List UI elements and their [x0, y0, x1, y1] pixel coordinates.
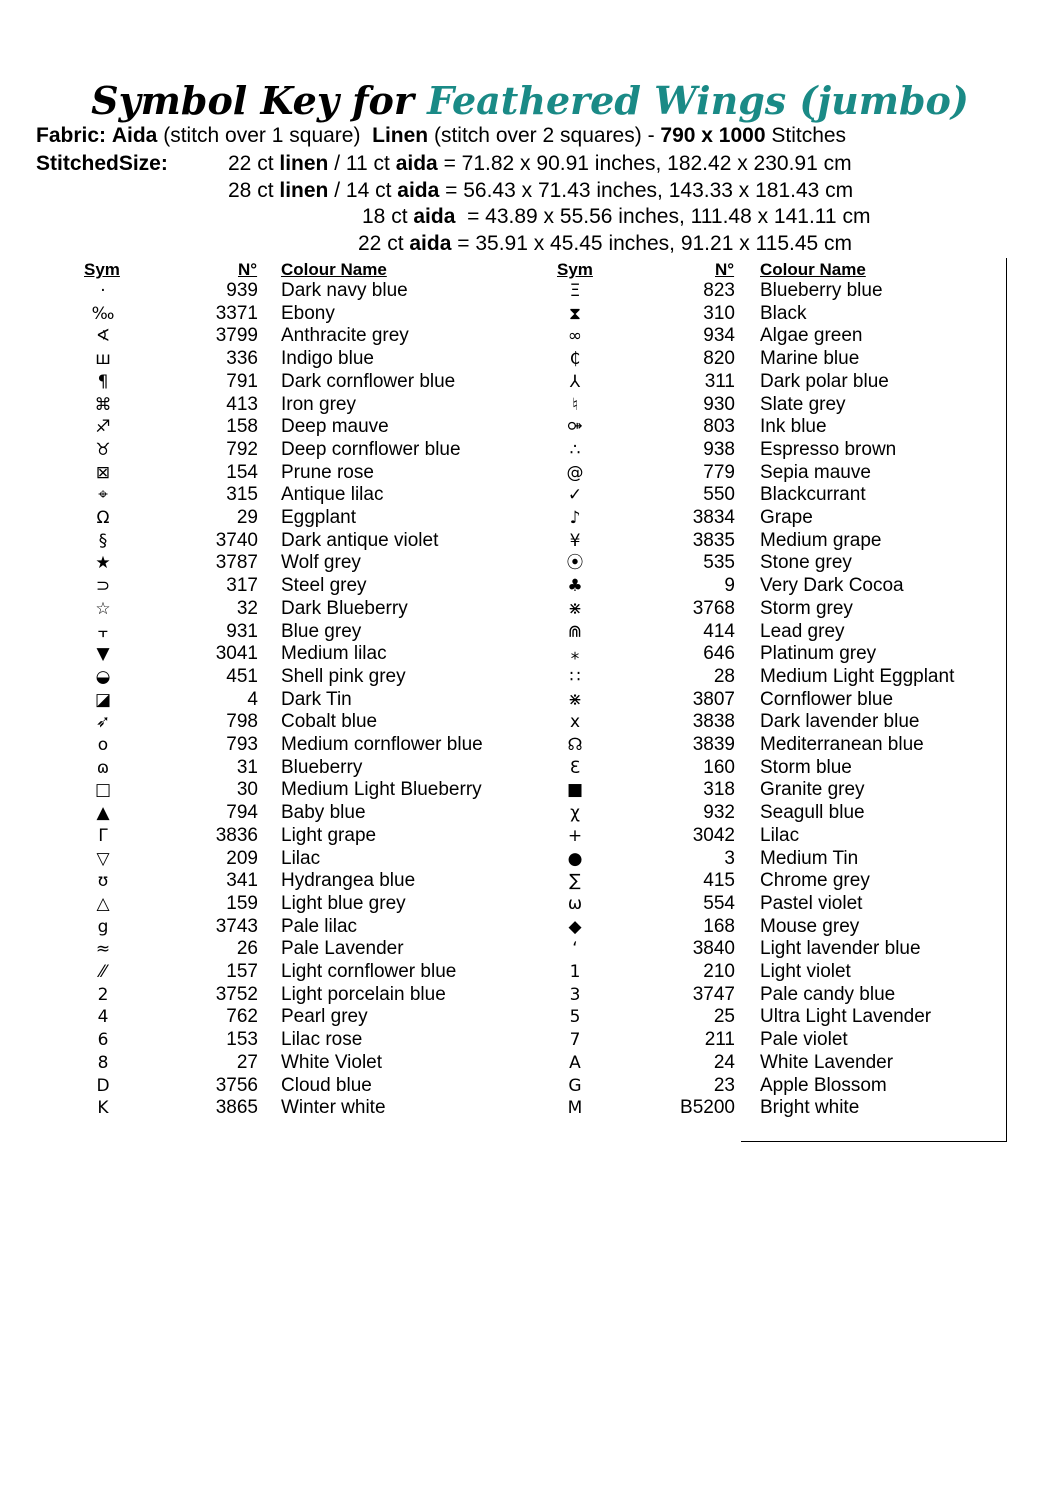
- symbol-icon: ⌖: [98, 485, 108, 506]
- floss-number: 4: [247, 688, 258, 710]
- symbol-icon: ≈: [95, 939, 111, 960]
- fabric-linen: Linen: [372, 124, 429, 147]
- header-name-left: Colour Name: [281, 260, 387, 279]
- colour-name: Granite grey: [760, 779, 865, 801]
- colour-name: Light violet: [760, 961, 851, 982]
- symbol-icon: Γ: [98, 825, 108, 846]
- colour-name: Winter white: [281, 1097, 386, 1119]
- colour-name: Cornflower blue: [760, 688, 894, 710]
- symbol-icon: ⌘: [94, 394, 112, 415]
- header-name-right: Colour Name: [760, 260, 866, 279]
- colour-name: Dark polar blue: [760, 370, 889, 392]
- floss-number: 158: [226, 416, 258, 438]
- floss-number: 3835: [692, 529, 735, 551]
- stitched-size-post: = 43.89 x 55.56 inches, 111.48 x 141.11 cm: [455, 205, 871, 228]
- floss-number: 315: [226, 484, 258, 506]
- fabric-label: Fabric:: [36, 124, 107, 147]
- colour-name: Wolf grey: [281, 552, 361, 574]
- header-num-left: N°: [238, 260, 258, 279]
- colour-name: Light porcelain blue: [281, 983, 446, 1005]
- symbol-icon: D: [96, 1075, 110, 1096]
- colour-name: Antique lilac: [281, 484, 384, 506]
- floss-number: 211: [704, 1029, 735, 1051]
- symbol-icon: ⊃: [95, 576, 111, 597]
- floss-number: 3807: [692, 688, 735, 710]
- symbol-icon: ¶: [97, 371, 109, 392]
- floss-number: 3: [724, 847, 735, 869]
- colour-name: Slate grey: [760, 393, 846, 415]
- symbol-icon: ⫟: [97, 621, 109, 642]
- symbol-icon: ɷ: [96, 757, 110, 778]
- floss-number: 31: [236, 756, 258, 778]
- colour-name: White Violet: [281, 1051, 383, 1073]
- floss-number: 823: [703, 280, 735, 301]
- floss-number: 791: [226, 370, 258, 392]
- floss-number: 23: [713, 1074, 735, 1096]
- floss-number: 798: [226, 711, 258, 733]
- colour-name: Deep cornflower blue: [281, 438, 461, 460]
- floss-number: 3836: [215, 824, 258, 846]
- stitched-size-b1: linen: [279, 179, 329, 202]
- symbol-icon: ♉: [95, 439, 111, 460]
- colour-name: Blue grey: [281, 620, 362, 642]
- symbol-icon: ♮: [571, 394, 579, 415]
- colour-name: Medium Light Eggplant: [760, 665, 955, 687]
- symbol-icon: ⁎: [570, 644, 580, 665]
- symbol-icon: §: [98, 530, 108, 551]
- symbol-icon: ш: [95, 349, 111, 370]
- symbol-icon: ⊠: [95, 462, 111, 483]
- colour-name: Dark cornflower blue: [281, 370, 456, 392]
- symbol-icon: ●: [567, 848, 583, 869]
- symbol-icon: ⋇: [567, 598, 583, 619]
- colour-name: Dark lavender blue: [760, 711, 920, 733]
- colour-name: Pale violet: [760, 1029, 848, 1051]
- border-bottom: [741, 1141, 1007, 1142]
- symbol-icon: 2: [97, 984, 109, 1005]
- floss-number: 3752: [215, 983, 258, 1005]
- floss-number: 930: [703, 393, 735, 415]
- floss-number: 3371: [215, 302, 258, 324]
- symbol-icon: ʻ: [572, 939, 578, 960]
- symbol-icon: ♪: [569, 508, 581, 528]
- floss-number: 29: [236, 507, 258, 528]
- colour-name: Pale Lavender: [281, 938, 404, 960]
- floss-number: 3799: [215, 325, 258, 347]
- fabric-aida-note: (stitch over 1 square): [163, 124, 361, 147]
- symbol-icon: ♣: [567, 576, 583, 597]
- colour-name: Shell pink grey: [281, 665, 406, 687]
- symbol-icon: G: [568, 1075, 582, 1096]
- symbol-icon: ⅄: [569, 371, 581, 392]
- stitched-size-pre: 18 ct: [362, 205, 414, 228]
- stitched-size-line: [362, 205, 870, 229]
- colour-name: Pearl grey: [281, 1006, 368, 1028]
- stitched-size-b2: aida: [397, 179, 440, 202]
- border-right: [1006, 258, 1007, 1142]
- pattern-name: Feathered Wings (jumbo): [427, 78, 969, 123]
- stitched-size-pre: 28 ct: [228, 179, 280, 202]
- symbol-icon: g: [97, 916, 109, 937]
- floss-number: 3838: [692, 711, 735, 733]
- colour-name: Grape: [760, 507, 813, 528]
- symbol-icon: ʊ: [97, 871, 109, 892]
- symbol-icon: ω: [567, 893, 583, 914]
- floss-number: 803: [703, 416, 735, 438]
- symbol-icon: ⋒: [567, 621, 583, 642]
- symbol-icon: 8: [97, 1052, 109, 1073]
- floss-number: 341: [226, 870, 258, 892]
- symbol-icon: ∷: [569, 666, 581, 687]
- colour-name: Dark navy blue: [281, 280, 408, 301]
- colour-name: Sepia mauve: [760, 461, 871, 483]
- stitched-size-b2: aida: [413, 205, 456, 228]
- floss-number: 646: [703, 643, 735, 665]
- colour-name: Prune rose: [281, 461, 374, 483]
- colour-name: Marine blue: [760, 348, 860, 370]
- floss-number: 413: [226, 393, 258, 415]
- floss-number: 311: [704, 370, 735, 392]
- colour-name: Anthracite grey: [281, 325, 409, 347]
- fabric-linen-note: (stitch over 2 squares) -: [433, 124, 655, 147]
- floss-number: 554: [703, 892, 735, 914]
- floss-number: 30: [236, 779, 258, 801]
- symbol-icon: ▽: [96, 848, 110, 869]
- floss-number: 793: [226, 734, 258, 755]
- stitched-size-b2: aida: [395, 152, 438, 175]
- symbol-icon: K: [97, 1098, 109, 1119]
- symbol-icon: ➶: [95, 712, 111, 733]
- floss-number: 939: [226, 280, 258, 301]
- colour-name: Cobalt blue: [281, 711, 378, 733]
- colour-name: Mouse grey: [760, 915, 860, 937]
- symbol-icon: ◆: [568, 916, 582, 937]
- colour-name: Lead grey: [760, 620, 845, 642]
- symbol-icon: ◒: [95, 666, 111, 687]
- floss-number: 27: [236, 1051, 258, 1073]
- symbol-icon: o: [97, 735, 109, 755]
- floss-number: 3840: [692, 938, 735, 960]
- floss-number: 792: [226, 438, 258, 460]
- colour-name: Algae green: [760, 325, 863, 347]
- floss-number: 3865: [215, 1097, 258, 1119]
- floss-number: 209: [226, 847, 258, 869]
- floss-number: 3834: [692, 507, 735, 528]
- header-sym-right: Sym: [557, 260, 593, 279]
- symbol-icon: ☆: [95, 598, 111, 619]
- floss-number: 938: [703, 438, 735, 460]
- floss-number: 794: [226, 802, 258, 824]
- stitched-size-b2: aida: [409, 232, 452, 255]
- stitched-size-line: [228, 152, 852, 176]
- colour-name: Blackcurrant: [760, 484, 866, 506]
- floss-number: 3743: [215, 915, 258, 937]
- floss-number: 25: [713, 1006, 735, 1028]
- symbol-icon: ‰: [91, 303, 115, 324]
- symbol-icon: ∞: [567, 326, 583, 347]
- floss-number: 3839: [692, 734, 735, 755]
- symbol-icon: ▲: [96, 803, 110, 824]
- floss-number: 157: [226, 961, 258, 982]
- symbol-icon: ∢: [95, 326, 111, 347]
- colour-name: Light cornflower blue: [281, 961, 457, 982]
- floss-number: 932: [703, 802, 735, 824]
- colour-name: Dark Tin: [281, 688, 352, 710]
- symbol-icon: ⦿: [566, 553, 584, 574]
- symbol-icon: □: [94, 780, 112, 801]
- header-sym-left: Sym: [84, 260, 120, 279]
- colour-name: Pale candy blue: [760, 983, 896, 1005]
- colour-name: White Lavender: [760, 1051, 894, 1073]
- colour-name: Light lavender blue: [760, 938, 921, 960]
- colour-name: Black: [760, 302, 807, 324]
- symbol-icon: Ɛ: [569, 757, 581, 778]
- symbol-icon: ₵: [569, 349, 581, 370]
- symbol-icon: 3: [569, 984, 581, 1005]
- colour-name: Mediterranean blue: [760, 734, 924, 755]
- colour-name: Stone grey: [760, 552, 852, 574]
- symbol-icon: Ω: [96, 508, 110, 528]
- colour-name: Medium grape: [760, 529, 882, 551]
- colour-name: Baby blue: [281, 802, 366, 824]
- symbol-icon: +: [567, 825, 583, 846]
- stitched-size-mid: / 14 ct: [328, 179, 398, 202]
- stitched-size-post: = 71.82 x 90.91 inches, 182.42 x 230.91 cm: [437, 152, 852, 175]
- stitched-size-line: [358, 232, 852, 256]
- floss-number: 3041: [215, 643, 258, 665]
- floss-number: 3042: [692, 824, 735, 846]
- floss-number: 160: [703, 756, 735, 778]
- colour-name: Apple Blossom: [760, 1074, 887, 1096]
- floss-number: 415: [703, 870, 735, 892]
- floss-number: 32: [236, 597, 258, 619]
- colour-name: Medium lilac: [281, 643, 387, 665]
- floss-number: 318: [703, 779, 735, 801]
- floss-number: 310: [703, 302, 735, 324]
- colour-name: Dark antique violet: [281, 529, 439, 551]
- header-num-right: N°: [715, 260, 735, 279]
- symbol-icon: 5: [569, 1007, 581, 1028]
- floss-number: 26: [236, 938, 258, 960]
- floss-number: 934: [703, 325, 735, 347]
- floss-number: 336: [226, 348, 258, 370]
- symbol-icon: ✓: [567, 485, 583, 506]
- colour-name: Medium cornflower blue: [281, 734, 483, 755]
- floss-number: B5200: [680, 1097, 735, 1119]
- floss-number: 168: [703, 915, 735, 937]
- symbol-icon: ⁄⁄: [100, 962, 106, 982]
- colour-name: Lilac: [760, 824, 800, 846]
- symbol-icon: ·: [100, 281, 106, 301]
- colour-name: Storm blue: [760, 756, 852, 778]
- page-title: [0, 78, 1060, 123]
- colour-name: Very Dark Cocoa: [760, 575, 904, 597]
- floss-number: 550: [703, 484, 735, 506]
- floss-number: 3756: [215, 1074, 258, 1096]
- stitched-size-label: StitchedSize:: [36, 152, 168, 175]
- colour-name: Medium Tin: [760, 847, 859, 869]
- symbol-icon: A: [569, 1052, 581, 1073]
- colour-name: Lilac: [281, 847, 321, 869]
- symbol-icon: ■: [566, 780, 584, 801]
- colour-name: Chrome grey: [760, 870, 870, 892]
- stitch-count: 790 x 1000: [660, 124, 766, 147]
- floss-number: 154: [226, 461, 258, 483]
- floss-number: 210: [703, 961, 735, 982]
- colour-name: Ultra Light Lavender: [760, 1006, 932, 1028]
- stitch-count-label: Stitches: [771, 124, 847, 147]
- colour-name: Pale lilac: [281, 915, 358, 937]
- colour-name: Dark Blueberry: [281, 597, 408, 619]
- floss-number: 451: [226, 665, 258, 687]
- symbol-icon: Ξ: [569, 281, 581, 301]
- colour-name: Hydrangea blue: [281, 870, 416, 892]
- colour-name: Bright white: [760, 1097, 860, 1119]
- colour-name: Espresso brown: [760, 438, 897, 460]
- symbol-icon: @: [566, 462, 584, 483]
- symbol-icon: 6: [97, 1030, 109, 1051]
- floss-number: 3787: [215, 552, 258, 574]
- symbol-icon: ☊: [567, 735, 583, 755]
- colour-name: Medium Light Blueberry: [281, 779, 482, 801]
- floss-number: 9: [724, 575, 735, 597]
- floss-number: 28: [713, 665, 735, 687]
- stitched-size-pre: 22 ct: [228, 152, 280, 175]
- colour-name: Lilac rose: [281, 1029, 363, 1051]
- fabric-aida: Aida: [111, 124, 158, 147]
- colour-name: Blueberry blue: [760, 280, 883, 301]
- floss-number: 24: [713, 1051, 735, 1073]
- floss-number: 414: [703, 620, 735, 642]
- stitched-size-line: [228, 179, 853, 203]
- colour-name: Pastel violet: [760, 892, 863, 914]
- floss-number: 779: [703, 461, 735, 483]
- fabric-line: [36, 124, 846, 148]
- floss-number: 535: [703, 552, 735, 574]
- stitched-size-post: = 35.91 x 45.45 inches, 91.21 x 115.45 cm: [451, 232, 853, 255]
- colour-name: Eggplant: [281, 507, 357, 528]
- colour-name: Platinum grey: [760, 643, 877, 665]
- title-prefix: Symbol Key for: [91, 78, 414, 123]
- colour-name: Blueberry: [281, 756, 363, 778]
- stitched-size-b1: linen: [279, 152, 329, 175]
- symbol-icon: 4: [97, 1007, 109, 1028]
- colour-name: Iron grey: [281, 393, 356, 415]
- symbol-icon: 1: [569, 962, 581, 982]
- colour-name: Storm grey: [760, 597, 853, 619]
- floss-number: 3740: [215, 529, 258, 551]
- symbol-icon: ★: [95, 553, 111, 574]
- symbol-icon: ⚩: [567, 417, 583, 438]
- colour-name: Steel grey: [281, 575, 367, 597]
- symbol-icon: ¥: [569, 530, 581, 551]
- colour-name: Light blue grey: [281, 892, 406, 914]
- symbol-icon: 7: [569, 1030, 581, 1051]
- colour-name: Indigo blue: [281, 348, 374, 370]
- stitched-size-pre: 22 ct: [358, 232, 410, 255]
- colour-name: Deep mauve: [281, 416, 389, 438]
- symbol-icon: △: [96, 893, 110, 914]
- colour-name: Ink blue: [760, 416, 827, 438]
- symbol-icon: ▼: [96, 644, 110, 665]
- symbol-icon: ♐: [95, 417, 111, 438]
- symbol-icon: χ: [570, 803, 580, 824]
- symbol-icon: ⧗: [569, 303, 581, 324]
- symbol-icon: M: [567, 1098, 583, 1119]
- stitched-size-mid: / 11 ct: [328, 152, 396, 175]
- colour-name: Cloud blue: [281, 1074, 372, 1096]
- colour-name: Seagull blue: [760, 802, 865, 824]
- symbol-icon: ◪: [94, 689, 112, 710]
- floss-number: 762: [226, 1006, 258, 1028]
- floss-number: 153: [226, 1029, 258, 1051]
- symbol-icon: ∑: [569, 871, 581, 892]
- floss-number: 317: [226, 575, 258, 597]
- colour-name: Ebony: [281, 302, 335, 324]
- stitched-size-post: = 56.43 x 71.43 inches, 143.33 x 181.43 cm: [439, 179, 854, 202]
- floss-number: 3768: [692, 597, 735, 619]
- colour-name: Light grape: [281, 824, 377, 846]
- symbol-icon: x: [569, 712, 581, 733]
- floss-number: 820: [703, 348, 735, 370]
- symbol-icon: ⋇: [567, 689, 583, 710]
- floss-number: 3747: [692, 983, 735, 1005]
- floss-number: 159: [226, 892, 258, 914]
- floss-number: 931: [226, 620, 258, 642]
- symbol-icon: ∴: [569, 439, 581, 460]
